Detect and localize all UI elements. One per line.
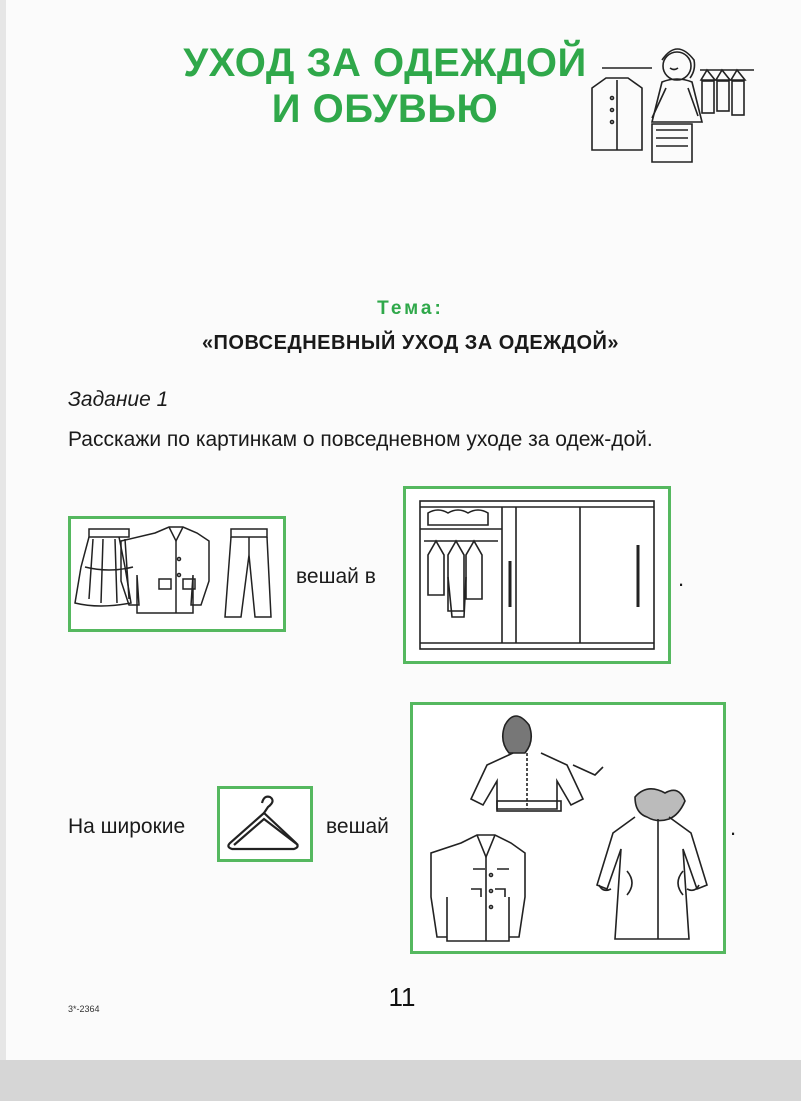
woman-with-clothes-illustration <box>582 38 762 166</box>
print-code: 3*-2364 <box>68 1004 100 1014</box>
jacket-icon <box>121 527 209 613</box>
title-line-1: УХОД ЗА ОДЕЖДОЙ <box>183 41 587 85</box>
page-edge <box>0 0 6 1101</box>
exercise2-period: . <box>730 815 737 840</box>
exercise2-word: вешай <box>326 815 389 838</box>
exercise2-prefix: На широкие <box>68 815 186 838</box>
exercise1-period: . <box>678 566 685 591</box>
clothes-box <box>68 516 286 632</box>
task-text: Расскажи по картинкам о повседневном уходе за одеж-дой. <box>68 428 653 451</box>
theme-label: Тема: <box>377 298 444 319</box>
wardrobe-icon <box>420 501 654 649</box>
page-title <box>150 40 620 132</box>
page-number: 11 <box>388 982 416 1012</box>
task-title: Задание 1 <box>68 388 169 411</box>
hanger-box <box>217 786 313 862</box>
hooded-jacket-icon <box>471 716 603 811</box>
trousers-icon <box>225 529 271 617</box>
title-line-2: И ОБУВЬЮ <box>271 87 499 131</box>
theme-text: «ПОВСЕДНЕВНЫЙ УХОД ЗА ОДЕЖДОЙ» <box>201 332 620 354</box>
hanger-icon <box>228 797 298 849</box>
outerwear-box <box>410 702 726 954</box>
exercise1-word: вешай в <box>296 565 376 588</box>
blazer-icon <box>431 835 525 941</box>
fur-coat-icon <box>597 789 707 939</box>
scan-bottom-band <box>0 1060 801 1101</box>
wardrobe-box <box>403 486 671 664</box>
